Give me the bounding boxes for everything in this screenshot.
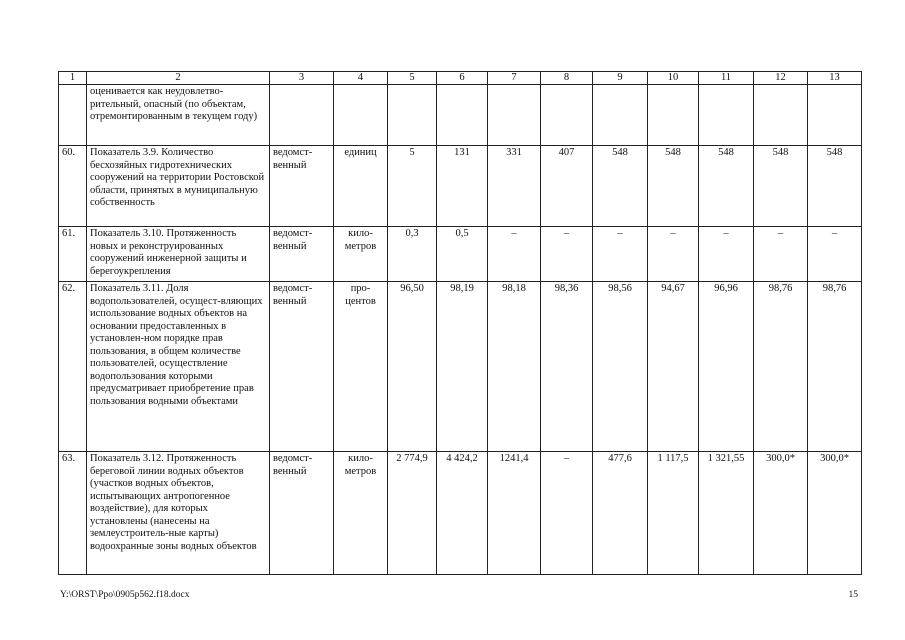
value-cell: 1241,4 [488, 452, 541, 575]
value-cell: – [488, 227, 541, 282]
column-header: 4 [334, 72, 388, 85]
value-cell: – [699, 227, 754, 282]
column-header: 10 [648, 72, 699, 85]
indicator-name-cell: Показатель 3.12. Протяженность береговой линии водных объектов (участков водных объектов, испытывающих антропогенное воздействие), для которых установлены (нанесены на землеустроитель-ные карты) водоохранные зоны водных объектов [87, 452, 270, 575]
value-cell: 98,19 [437, 282, 488, 452]
indicator-name-cell: Показатель 3.9. Количество бесхозяйных гидротехнических сооружений на территории Ростовской области, принятых в муниципальную собственность [87, 146, 270, 227]
row-number-cell: 62. [59, 282, 87, 452]
column-header: 2 [87, 72, 270, 85]
indicator-type-cell: ведомст-венный [270, 146, 334, 227]
column-header: 13 [808, 72, 862, 85]
value-cell [699, 85, 754, 146]
row-number-cell: 61. [59, 227, 87, 282]
unit-cell [334, 85, 388, 146]
value-cell: 98,36 [541, 282, 593, 452]
column-header: 3 [270, 72, 334, 85]
column-header: 1 [59, 72, 87, 85]
table-body [59, 85, 862, 575]
value-cell: 548 [699, 146, 754, 227]
value-cell: – [808, 227, 862, 282]
column-header: 8 [541, 72, 593, 85]
indicator-type-cell: ведомст-венный [270, 452, 334, 575]
value-cell [808, 85, 862, 146]
value-cell: 300,0* [754, 452, 808, 575]
value-cell: – [593, 227, 648, 282]
footer-file-path: Y:\ORST\Ppo\0905p562.f18.docx [60, 590, 190, 600]
column-header: 9 [593, 72, 648, 85]
table-row [59, 282, 862, 452]
value-cell [648, 85, 699, 146]
value-cell: 131 [437, 146, 488, 227]
value-cell: 548 [754, 146, 808, 227]
row-number-cell: 60. [59, 146, 87, 227]
column-header: 5 [388, 72, 437, 85]
indicator-type-cell: ведомст-венный [270, 282, 334, 452]
value-cell: 1 117,5 [648, 452, 699, 575]
value-cell [593, 85, 648, 146]
indicators-table [58, 71, 862, 575]
value-cell: 407 [541, 146, 593, 227]
value-cell: 98,18 [488, 282, 541, 452]
value-cell [388, 85, 437, 146]
table-row [59, 85, 862, 146]
table-row [59, 227, 862, 282]
table-row [59, 452, 862, 575]
value-cell: 0,5 [437, 227, 488, 282]
indicator-name-cell: Показатель 3.11. Доля водопользователей, осущест-вляющих использование водных объектов на основании предоставленных в установлен-ном порядке прав пользования, в общем количестве пользователей, осуществление водопользования которыми предусматривает приобретение прав пользования водными объектами [87, 282, 270, 452]
value-cell: 98,76 [754, 282, 808, 452]
value-cell: 0,3 [388, 227, 437, 282]
value-cell: – [541, 227, 593, 282]
value-cell [541, 85, 593, 146]
value-cell [488, 85, 541, 146]
value-cell [754, 85, 808, 146]
value-cell: 96,96 [699, 282, 754, 452]
column-header: 6 [437, 72, 488, 85]
column-header: 11 [699, 72, 754, 85]
unit-cell: кило-метров [334, 227, 388, 282]
unit-cell: единиц [334, 146, 388, 227]
value-cell: 96,50 [388, 282, 437, 452]
row-number-cell: 63. [59, 452, 87, 575]
value-cell: 98,56 [593, 282, 648, 452]
column-header: 7 [488, 72, 541, 85]
table-header-row [59, 72, 862, 85]
value-cell: 4 424,2 [437, 452, 488, 575]
unit-cell: кило-метров [334, 452, 388, 575]
row-number-cell [59, 85, 87, 146]
value-cell: 331 [488, 146, 541, 227]
value-cell: – [754, 227, 808, 282]
value-cell: 548 [648, 146, 699, 227]
value-cell: 5 [388, 146, 437, 227]
value-cell: – [541, 452, 593, 575]
value-cell: 300,0* [808, 452, 862, 575]
value-cell: 2 774,9 [388, 452, 437, 575]
indicator-type-cell [270, 85, 334, 146]
value-cell: 94,67 [648, 282, 699, 452]
table-row [59, 146, 862, 227]
page-number: 15 [848, 590, 858, 600]
column-header: 12 [754, 72, 808, 85]
value-cell: 98,76 [808, 282, 862, 452]
unit-cell: про-центов [334, 282, 388, 452]
value-cell: 548 [593, 146, 648, 227]
indicator-type-cell: ведомст-венный [270, 227, 334, 282]
value-cell: – [648, 227, 699, 282]
indicator-name-cell: Показатель 3.10. Протяженность новых и реконструированных сооружений инженерной защиты и берегоукрепления [87, 227, 270, 282]
indicator-name-cell: оценивается как неудовлетво-рительный, опасный (по объектам, отремонтированным в текущем году) [87, 85, 270, 146]
value-cell: 477,6 [593, 452, 648, 575]
value-cell: 548 [808, 146, 862, 227]
value-cell [437, 85, 488, 146]
value-cell: 1 321,55 [699, 452, 754, 575]
